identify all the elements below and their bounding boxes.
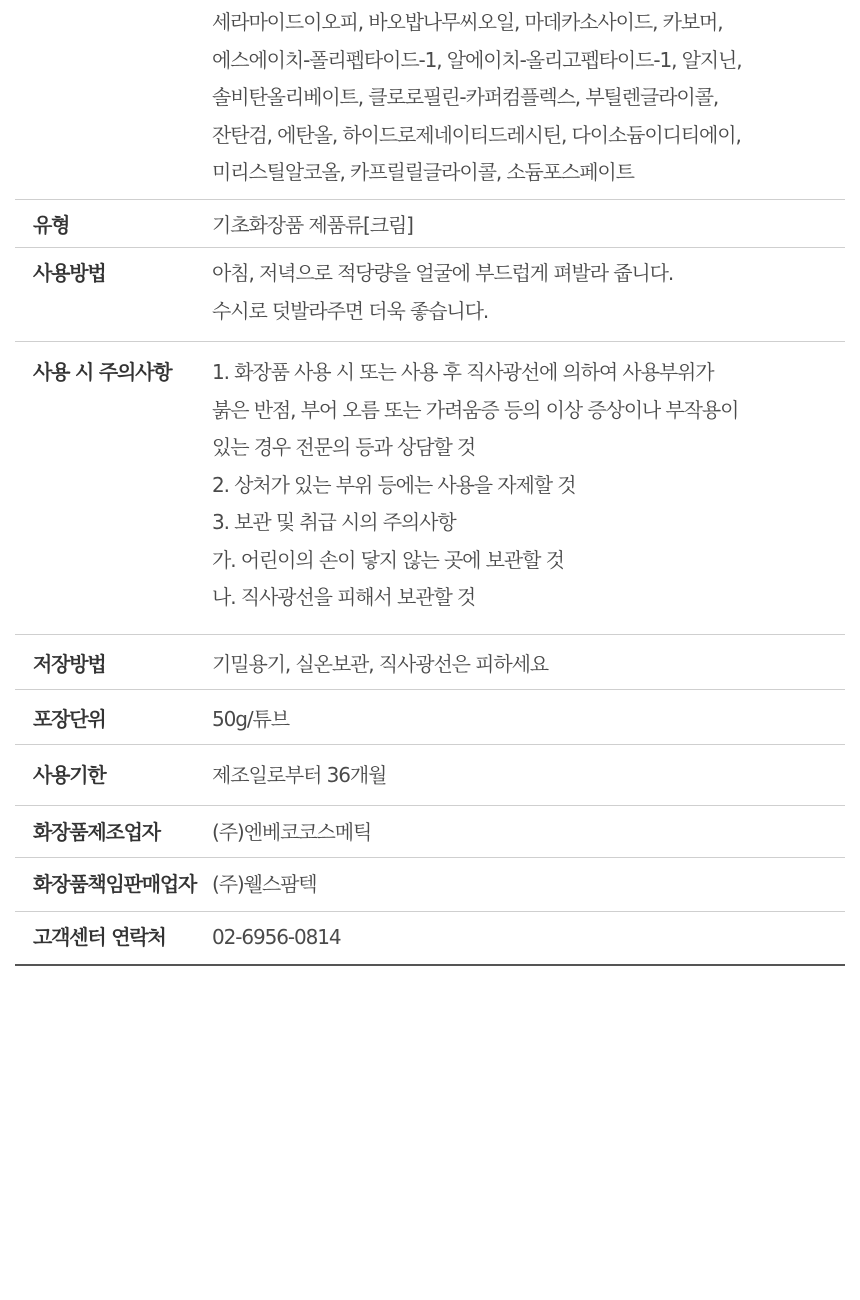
type-label: 유형	[33, 213, 70, 237]
value-line: 3. 보관 및 취급 시의 주의사항	[212, 510, 456, 534]
seller-row	[15, 858, 845, 912]
value-line: 1. 화장품 사용 시 또는 사용 후 직사광선에 의하여 사용부위가	[212, 360, 714, 384]
packaging-label: 포장단위	[33, 707, 106, 731]
packaging-row	[15, 690, 845, 745]
value-line: 에스에이치-폴리펩타이드-1, 알에이치-올리고펩타이드-1, 알지닌,	[212, 47, 742, 72]
value-line: 2. 상처가 있는 부위 등에는 사용을 자제할 것	[212, 472, 576, 497]
packaging-value: 50g/튜브	[212, 707, 289, 731]
value-line: 잔탄검, 에탄올, 하이드로제네이티드레시틴, 다이소듐이디티에이,	[212, 122, 741, 147]
contact-value: 02-6956-0814	[212, 925, 341, 949]
precautions-value	[212, 354, 845, 634]
seller-label: 화장품책임판매업자	[33, 872, 197, 896]
storage-label: 저장방법	[33, 652, 106, 676]
storage-row	[15, 635, 845, 690]
value-line: 세라마이드이오피, 바오밥나무씨오일, 마데카소사이드, 카보머,	[212, 10, 723, 34]
value-line: 아침, 저녁으로 적당량을 얼굴에 부드럽게 펴발라 줍니다.	[212, 261, 674, 285]
manufacturer-label: 화장품제조업자	[33, 820, 160, 844]
expiry-value: 제조일로부터 36개월	[212, 763, 387, 787]
seller-value: (주)웰스팜텍	[212, 872, 317, 896]
ingredients-value	[212, 4, 845, 199]
manufacturer-row	[15, 806, 845, 858]
contact-row	[15, 912, 845, 966]
precautions-label: 사용 시 주의사항	[33, 360, 172, 384]
value-line: 솔비탄올리베이트, 클로로필린-카퍼컴플렉스, 부틸렌글라이콜,	[212, 85, 719, 109]
ingredients-label	[15, 4, 212, 199]
type-value: 기초화장품 제품류[크림]	[212, 213, 413, 237]
usage-label: 사용방법	[33, 261, 106, 285]
expiry-label: 사용기한	[33, 763, 106, 787]
type-row	[15, 200, 845, 248]
usage-value	[212, 255, 845, 341]
value-line: 붉은 반점, 부어 오름 또는 가려움증 등의 이상 증상이나 부작용이	[212, 397, 739, 422]
manufacturer-value: (주)엔베코코스메틱	[212, 820, 372, 844]
precautions-row	[15, 342, 845, 635]
storage-value: 기밀용기, 실온보관, 직사광선은 피하세요	[212, 652, 549, 676]
product-info-table	[15, 0, 845, 966]
value-line: 수시로 덧발라주면 더욱 좋습니다.	[212, 298, 489, 323]
value-line: 있는 경우 전문의 등과 상담할 것	[212, 435, 476, 459]
expiry-row	[15, 745, 845, 806]
ingredients-row	[15, 0, 845, 200]
value-line: 가. 어린이의 손이 닿지 않는 곳에 보관할 것	[212, 547, 564, 572]
value-line: 나. 직사광선을 피해서 보관할 것	[212, 585, 476, 609]
value-line: 미리스틸알코올, 카프릴릴글라이콜, 소듐포스페이트	[212, 160, 634, 184]
contact-label: 고객센터 연락처	[33, 925, 166, 949]
usage-row	[15, 248, 845, 342]
